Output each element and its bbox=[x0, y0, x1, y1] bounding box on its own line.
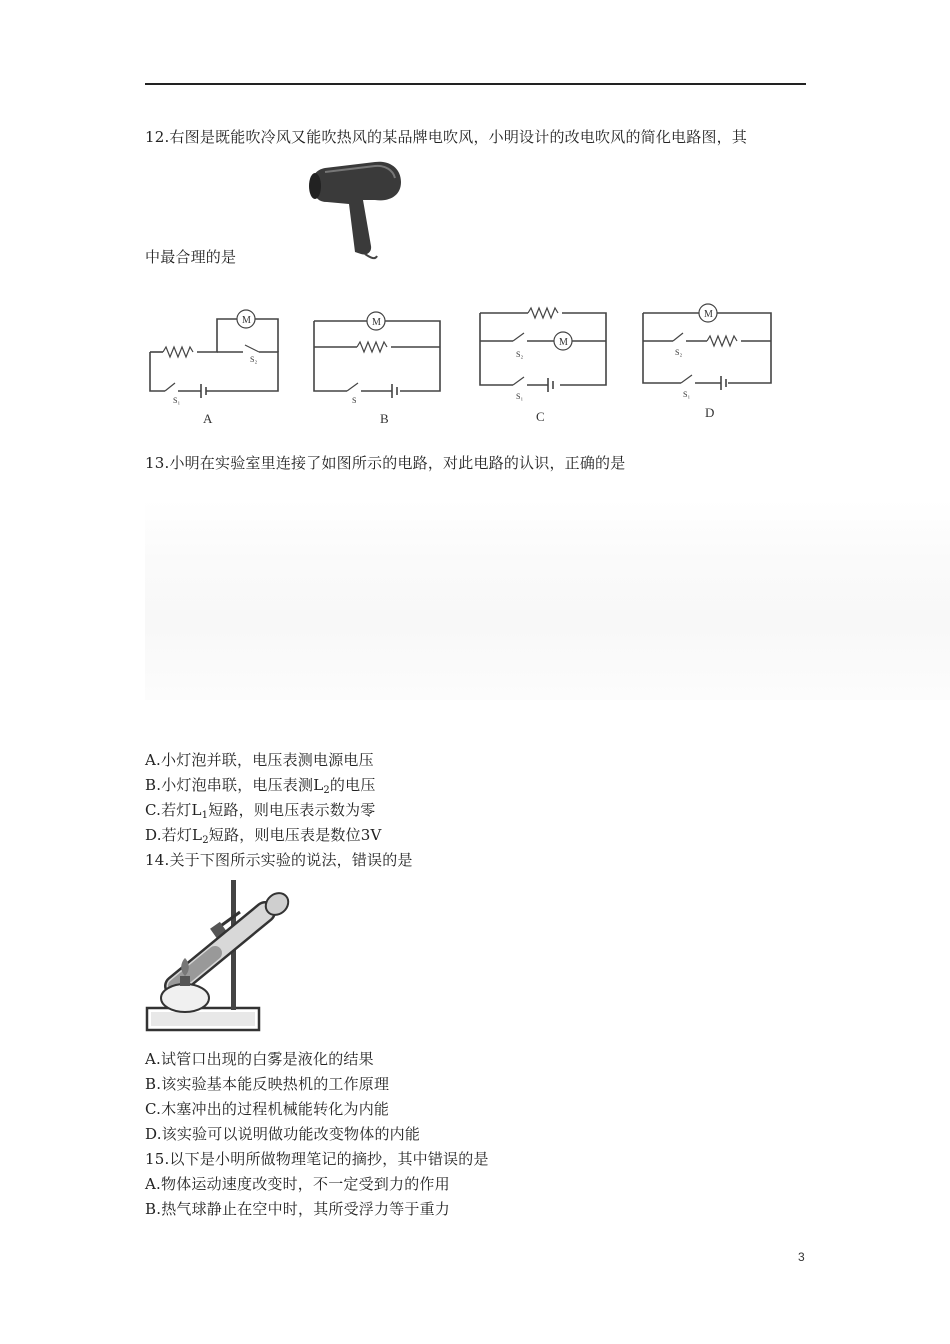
switch-label: S₁ bbox=[683, 390, 691, 399]
circuit-c bbox=[480, 308, 606, 424]
motor-label: M bbox=[559, 337, 568, 348]
option-d-label: D bbox=[705, 405, 715, 420]
q14-option-d: D.该实验可以说明做功能改变物体的内能 bbox=[145, 1125, 421, 1143]
faded-figure-area bbox=[145, 500, 950, 700]
q14-option-a: A.试管口出现的白雾是液化的结果 bbox=[145, 1050, 374, 1068]
switch-label: S bbox=[352, 396, 357, 405]
switch-label: S₂ bbox=[250, 355, 258, 364]
hair-dryer-image bbox=[305, 158, 410, 263]
motor-label: M bbox=[704, 309, 713, 320]
q13-option-a: A.小灯泡并联，电压表测电源电压 bbox=[145, 751, 374, 769]
switch-label: S₁ bbox=[516, 392, 524, 401]
q14-option-b: B.该实验基本能反映热机的工作原理 bbox=[145, 1075, 390, 1093]
motor-label: M bbox=[372, 317, 381, 328]
circuit-d bbox=[643, 304, 771, 420]
q13-option-b: B.小灯泡串联，电压表测$L_2$的电压 bbox=[145, 776, 376, 796]
switch-label: S₁ bbox=[173, 396, 181, 405]
q13-stem: 13.小明在实验室里连接了如图所示的电路，对此电路的认识，正确的是 bbox=[145, 454, 626, 472]
switch-label: S₂ bbox=[516, 350, 524, 359]
q13-option-c: C.若灯$L_1$短路，则电压表示数为零 bbox=[145, 801, 376, 821]
circuit-a bbox=[150, 310, 278, 426]
q14-stem: 14.关于下图所示实验的说法，错误的是 bbox=[145, 851, 413, 869]
option-a-label: A bbox=[203, 411, 213, 426]
option-c-label: C bbox=[536, 409, 545, 424]
motor-label: M bbox=[242, 315, 251, 326]
q13-option-d: D.若灯$L_2$短路，则电压表是数位3V bbox=[145, 826, 382, 846]
q15-option-b: B.热气球静止在空中时，其所受浮力等于重力 bbox=[145, 1200, 450, 1218]
q12-stem-line1: 12.右图是既能吹冷风又能吹热风的某品牌电吹风，小明设计的改电吹风的简化电路图，其 bbox=[145, 128, 748, 146]
switch-label: S₂ bbox=[675, 348, 683, 357]
test-tube-experiment-image bbox=[145, 876, 300, 1044]
q12-stem-line2: 中最合理的是 bbox=[145, 248, 237, 266]
q15-stem: 15.以下是小明所做物理笔记的摘抄，其中错误的是 bbox=[145, 1150, 489, 1168]
page-number: 3 bbox=[798, 1250, 805, 1264]
circuit-b bbox=[314, 312, 440, 426]
header-rule bbox=[145, 83, 806, 85]
circuit-options bbox=[145, 295, 785, 430]
q15-option-a: A.物体运动速度改变时，不一定受到力的作用 bbox=[145, 1175, 450, 1193]
q14-option-c: C.木塞冲出的过程机械能转化为内能 bbox=[145, 1100, 390, 1118]
option-b-label: B bbox=[380, 411, 389, 426]
